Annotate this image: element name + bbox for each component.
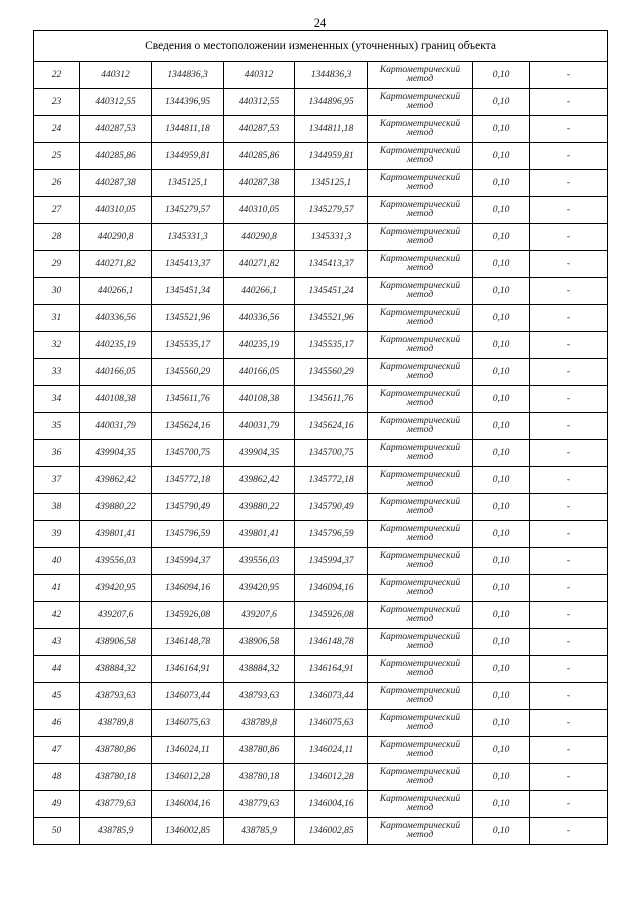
table-row <box>34 197 608 224</box>
x-new-cell: 440312 <box>224 62 295 89</box>
precision-cell: 0,10 <box>473 575 530 602</box>
method-cell: Картометрический метод <box>368 548 473 575</box>
x-old-cell: 438884,32 <box>80 656 152 683</box>
table-row <box>34 548 608 575</box>
point-number-cell: 40 <box>34 548 80 575</box>
method-cell: Картометрический метод <box>368 278 473 305</box>
y-old-cell: 1346002,85 <box>152 818 224 845</box>
description-cell: - <box>530 305 608 332</box>
table-row <box>34 656 608 683</box>
y-new-cell: 1344896,95 <box>295 89 368 116</box>
table-row <box>34 467 608 494</box>
method-cell: Картометрический метод <box>368 143 473 170</box>
point-number-cell: 50 <box>34 818 80 845</box>
x-old-cell: 440266,1 <box>80 278 152 305</box>
point-number-cell: 42 <box>34 602 80 629</box>
point-number-cell: 43 <box>34 629 80 656</box>
description-cell: - <box>530 197 608 224</box>
y-old-cell: 1346004,16 <box>152 791 224 818</box>
method-cell: Картометрический метод <box>368 575 473 602</box>
precision-cell: 0,10 <box>473 467 530 494</box>
y-old-cell: 1346148,78 <box>152 629 224 656</box>
x-new-cell: 440290,8 <box>224 224 295 251</box>
description-cell: - <box>530 359 608 386</box>
table-row <box>34 737 608 764</box>
y-new-cell: 1345331,3 <box>295 224 368 251</box>
x-new-cell: 438785,9 <box>224 818 295 845</box>
x-new-cell: 440285,86 <box>224 143 295 170</box>
y-old-cell: 1345331,3 <box>152 224 224 251</box>
precision-cell: 0,10 <box>473 494 530 521</box>
method-cell: Картометрический метод <box>368 332 473 359</box>
table-row <box>34 332 608 359</box>
y-new-cell: 1345521,96 <box>295 305 368 332</box>
boundary-table <box>33 30 608 845</box>
method-cell: Картометрический метод <box>368 89 473 116</box>
precision-cell: 0,10 <box>473 440 530 467</box>
method-cell: Картометрический метод <box>368 440 473 467</box>
point-number-cell: 24 <box>34 116 80 143</box>
precision-cell: 0,10 <box>473 332 530 359</box>
method-cell: Картометрический метод <box>368 116 473 143</box>
point-number-cell: 30 <box>34 278 80 305</box>
description-cell: - <box>530 89 608 116</box>
y-new-cell: 1346075,63 <box>295 710 368 737</box>
x-old-cell: 438789,8 <box>80 710 152 737</box>
y-old-cell: 1345451,34 <box>152 278 224 305</box>
y-old-cell: 1345535,17 <box>152 332 224 359</box>
table-row <box>34 278 608 305</box>
point-number-cell: 26 <box>34 170 80 197</box>
point-number-cell: 38 <box>34 494 80 521</box>
x-old-cell: 439556,03 <box>80 548 152 575</box>
description-cell: - <box>530 116 608 143</box>
table-row <box>34 170 608 197</box>
precision-cell: 0,10 <box>473 683 530 710</box>
y-new-cell: 1345279,57 <box>295 197 368 224</box>
description-cell: - <box>530 791 608 818</box>
precision-cell: 0,10 <box>473 737 530 764</box>
y-new-cell: 1346012,28 <box>295 764 368 791</box>
table-row <box>34 89 608 116</box>
y-old-cell: 1345611,76 <box>152 386 224 413</box>
x-new-cell: 440310,05 <box>224 197 295 224</box>
point-number-cell: 31 <box>34 305 80 332</box>
table-row <box>34 764 608 791</box>
point-number-cell: 32 <box>34 332 80 359</box>
description-cell: - <box>530 548 608 575</box>
method-cell: Картометрический метод <box>368 224 473 251</box>
x-new-cell: 439420,95 <box>224 575 295 602</box>
y-old-cell: 1345796,59 <box>152 521 224 548</box>
table-row <box>34 494 608 521</box>
description-cell: - <box>530 521 608 548</box>
method-cell: Картометрический метод <box>368 386 473 413</box>
table-row <box>34 629 608 656</box>
method-cell: Картометрический метод <box>368 521 473 548</box>
x-new-cell: 438789,8 <box>224 710 295 737</box>
x-old-cell: 438793,63 <box>80 683 152 710</box>
precision-cell: 0,10 <box>473 224 530 251</box>
method-cell: Картометрический метод <box>368 494 473 521</box>
x-old-cell: 438780,18 <box>80 764 152 791</box>
table-row <box>34 710 608 737</box>
table-row <box>34 251 608 278</box>
table-header-row <box>34 31 608 62</box>
x-old-cell: 440031,79 <box>80 413 152 440</box>
x-new-cell: 440336,56 <box>224 305 295 332</box>
y-old-cell: 1344959,81 <box>152 143 224 170</box>
x-new-cell: 440287,53 <box>224 116 295 143</box>
table-row <box>34 440 608 467</box>
y-old-cell: 1345624,16 <box>152 413 224 440</box>
point-number-cell: 45 <box>34 683 80 710</box>
precision-cell: 0,10 <box>473 548 530 575</box>
precision-cell: 0,10 <box>473 197 530 224</box>
point-number-cell: 44 <box>34 656 80 683</box>
y-new-cell: 1346004,16 <box>295 791 368 818</box>
y-new-cell: 1346002,85 <box>295 818 368 845</box>
x-old-cell: 440336,56 <box>80 305 152 332</box>
method-cell: Картометрический метод <box>368 818 473 845</box>
x-old-cell: 439420,95 <box>80 575 152 602</box>
x-new-cell: 438780,86 <box>224 737 295 764</box>
x-old-cell: 440287,38 <box>80 170 152 197</box>
y-new-cell: 1345790,49 <box>295 494 368 521</box>
point-number-cell: 35 <box>34 413 80 440</box>
x-old-cell: 440312,55 <box>80 89 152 116</box>
method-cell: Картометрический метод <box>368 737 473 764</box>
description-cell: - <box>530 224 608 251</box>
point-number-cell: 22 <box>34 62 80 89</box>
y-old-cell: 1345772,18 <box>152 467 224 494</box>
y-new-cell: 1345560,29 <box>295 359 368 386</box>
x-new-cell: 440266,1 <box>224 278 295 305</box>
description-cell: - <box>530 143 608 170</box>
y-new-cell: 1345125,1 <box>295 170 368 197</box>
method-cell: Картометрический метод <box>368 413 473 440</box>
description-cell: - <box>530 413 608 440</box>
description-cell: - <box>530 818 608 845</box>
table-row <box>34 575 608 602</box>
y-old-cell: 1345279,57 <box>152 197 224 224</box>
y-new-cell: 1345700,75 <box>295 440 368 467</box>
x-new-cell: 439862,42 <box>224 467 295 494</box>
point-number-cell: 28 <box>34 224 80 251</box>
x-old-cell: 440290,8 <box>80 224 152 251</box>
x-new-cell: 440271,82 <box>224 251 295 278</box>
precision-cell: 0,10 <box>473 521 530 548</box>
x-new-cell: 438780,18 <box>224 764 295 791</box>
x-new-cell: 440108,38 <box>224 386 295 413</box>
y-old-cell: 1346164,91 <box>152 656 224 683</box>
x-new-cell: 439556,03 <box>224 548 295 575</box>
precision-cell: 0,10 <box>473 305 530 332</box>
point-number-cell: 39 <box>34 521 80 548</box>
description-cell: - <box>530 629 608 656</box>
method-cell: Картометрический метод <box>368 683 473 710</box>
x-old-cell: 438779,63 <box>80 791 152 818</box>
table-row <box>34 791 608 818</box>
precision-cell: 0,10 <box>473 62 530 89</box>
x-new-cell: 440166,05 <box>224 359 295 386</box>
description-cell: - <box>530 251 608 278</box>
y-new-cell: 1344836,3 <box>295 62 368 89</box>
y-new-cell: 1345772,18 <box>295 467 368 494</box>
description-cell: - <box>530 62 608 89</box>
y-old-cell: 1346024,11 <box>152 737 224 764</box>
y-new-cell: 1346094,16 <box>295 575 368 602</box>
point-number-cell: 34 <box>34 386 80 413</box>
precision-cell: 0,10 <box>473 413 530 440</box>
description-cell: - <box>530 602 608 629</box>
y-new-cell: 1345624,16 <box>295 413 368 440</box>
point-number-cell: 48 <box>34 764 80 791</box>
table-row <box>34 359 608 386</box>
y-old-cell: 1346012,28 <box>152 764 224 791</box>
y-new-cell: 1346024,11 <box>295 737 368 764</box>
description-cell: - <box>530 710 608 737</box>
table-row <box>34 143 608 170</box>
point-number-cell: 27 <box>34 197 80 224</box>
description-cell: - <box>530 575 608 602</box>
table-row <box>34 818 608 845</box>
precision-cell: 0,10 <box>473 143 530 170</box>
table-title: Сведения о местоположении измененных (уточненных) границ объекта <box>34 31 608 62</box>
method-cell: Картометрический метод <box>368 305 473 332</box>
y-new-cell: 1344811,18 <box>295 116 368 143</box>
x-old-cell: 440108,38 <box>80 386 152 413</box>
table-row <box>34 683 608 710</box>
x-old-cell: 439904,35 <box>80 440 152 467</box>
description-cell: - <box>530 386 608 413</box>
y-new-cell: 1344959,81 <box>295 143 368 170</box>
method-cell: Картометрический метод <box>368 764 473 791</box>
description-cell: - <box>530 440 608 467</box>
precision-cell: 0,10 <box>473 251 530 278</box>
y-new-cell: 1346164,91 <box>295 656 368 683</box>
precision-cell: 0,10 <box>473 386 530 413</box>
y-old-cell: 1346094,16 <box>152 575 224 602</box>
y-old-cell: 1346075,63 <box>152 710 224 737</box>
description-cell: - <box>530 683 608 710</box>
description-cell: - <box>530 467 608 494</box>
table-row <box>34 62 608 89</box>
x-old-cell: 438780,86 <box>80 737 152 764</box>
y-old-cell: 1345790,49 <box>152 494 224 521</box>
x-new-cell: 439904,35 <box>224 440 295 467</box>
y-old-cell: 1346073,44 <box>152 683 224 710</box>
x-old-cell: 440285,86 <box>80 143 152 170</box>
x-old-cell: 440310,05 <box>80 197 152 224</box>
x-old-cell: 440312 <box>80 62 152 89</box>
precision-cell: 0,10 <box>473 629 530 656</box>
y-old-cell: 1344836,3 <box>152 62 224 89</box>
precision-cell: 0,10 <box>473 170 530 197</box>
table-row <box>34 386 608 413</box>
y-old-cell: 1345700,75 <box>152 440 224 467</box>
point-number-cell: 46 <box>34 710 80 737</box>
table-row <box>34 521 608 548</box>
point-number-cell: 29 <box>34 251 80 278</box>
precision-cell: 0,10 <box>473 656 530 683</box>
point-number-cell: 36 <box>34 440 80 467</box>
method-cell: Картометрический метод <box>368 197 473 224</box>
method-cell: Картометрический метод <box>368 251 473 278</box>
x-new-cell: 438884,32 <box>224 656 295 683</box>
y-old-cell: 1344811,18 <box>152 116 224 143</box>
precision-cell: 0,10 <box>473 116 530 143</box>
description-cell: - <box>530 764 608 791</box>
y-new-cell: 1345451,24 <box>295 278 368 305</box>
precision-cell: 0,10 <box>473 278 530 305</box>
x-old-cell: 440271,82 <box>80 251 152 278</box>
x-new-cell: 439207,6 <box>224 602 295 629</box>
description-cell: - <box>530 170 608 197</box>
x-old-cell: 439207,6 <box>80 602 152 629</box>
table-row <box>34 602 608 629</box>
y-new-cell: 1345796,59 <box>295 521 368 548</box>
method-cell: Картометрический метод <box>368 710 473 737</box>
table-row <box>34 116 608 143</box>
method-cell: Картометрический метод <box>368 791 473 818</box>
table-row <box>34 305 608 332</box>
x-old-cell: 439801,41 <box>80 521 152 548</box>
y-old-cell: 1345521,96 <box>152 305 224 332</box>
method-cell: Картометрический метод <box>368 629 473 656</box>
y-old-cell: 1345926,08 <box>152 602 224 629</box>
y-old-cell: 1345560,29 <box>152 359 224 386</box>
description-cell: - <box>530 737 608 764</box>
description-cell: - <box>530 656 608 683</box>
x-old-cell: 440287,53 <box>80 116 152 143</box>
x-old-cell: 439862,42 <box>80 467 152 494</box>
x-old-cell: 439880,22 <box>80 494 152 521</box>
y-new-cell: 1346073,44 <box>295 683 368 710</box>
x-new-cell: 438793,63 <box>224 683 295 710</box>
method-cell: Картометрический метод <box>368 656 473 683</box>
method-cell: Картометрический метод <box>368 359 473 386</box>
y-new-cell: 1345535,17 <box>295 332 368 359</box>
x-old-cell: 440166,05 <box>80 359 152 386</box>
x-new-cell: 438906,58 <box>224 629 295 656</box>
y-new-cell: 1346148,78 <box>295 629 368 656</box>
x-old-cell: 438906,58 <box>80 629 152 656</box>
method-cell: Картометрический метод <box>368 602 473 629</box>
y-old-cell: 1345125,1 <box>152 170 224 197</box>
description-cell: - <box>530 278 608 305</box>
precision-cell: 0,10 <box>473 359 530 386</box>
y-new-cell: 1345994,37 <box>295 548 368 575</box>
precision-cell: 0,10 <box>473 710 530 737</box>
y-new-cell: 1345413,37 <box>295 251 368 278</box>
method-cell: Картометрический метод <box>368 62 473 89</box>
page-number: 24 <box>313 16 327 30</box>
y-new-cell: 1345611,76 <box>295 386 368 413</box>
x-new-cell: 440287,38 <box>224 170 295 197</box>
precision-cell: 0,10 <box>473 791 530 818</box>
y-old-cell: 1345994,37 <box>152 548 224 575</box>
x-new-cell: 440235,19 <box>224 332 295 359</box>
point-number-cell: 23 <box>34 89 80 116</box>
method-cell: Картометрический метод <box>368 467 473 494</box>
x-new-cell: 440312,55 <box>224 89 295 116</box>
precision-cell: 0,10 <box>473 602 530 629</box>
point-number-cell: 49 <box>34 791 80 818</box>
y-old-cell: 1344396,95 <box>152 89 224 116</box>
method-cell: Картометрический метод <box>368 170 473 197</box>
point-number-cell: 41 <box>34 575 80 602</box>
x-old-cell: 438785,9 <box>80 818 152 845</box>
x-old-cell: 440235,19 <box>80 332 152 359</box>
point-number-cell: 47 <box>34 737 80 764</box>
description-cell: - <box>530 494 608 521</box>
point-number-cell: 25 <box>34 143 80 170</box>
point-number-cell: 33 <box>34 359 80 386</box>
x-new-cell: 439880,22 <box>224 494 295 521</box>
table-row <box>34 413 608 440</box>
y-old-cell: 1345413,37 <box>152 251 224 278</box>
y-new-cell: 1345926,08 <box>295 602 368 629</box>
x-new-cell: 438779,63 <box>224 791 295 818</box>
precision-cell: 0,10 <box>473 89 530 116</box>
description-cell: - <box>530 332 608 359</box>
x-new-cell: 439801,41 <box>224 521 295 548</box>
table-row <box>34 224 608 251</box>
precision-cell: 0,10 <box>473 764 530 791</box>
precision-cell: 0,10 <box>473 818 530 845</box>
x-new-cell: 440031,79 <box>224 413 295 440</box>
point-number-cell: 37 <box>34 467 80 494</box>
